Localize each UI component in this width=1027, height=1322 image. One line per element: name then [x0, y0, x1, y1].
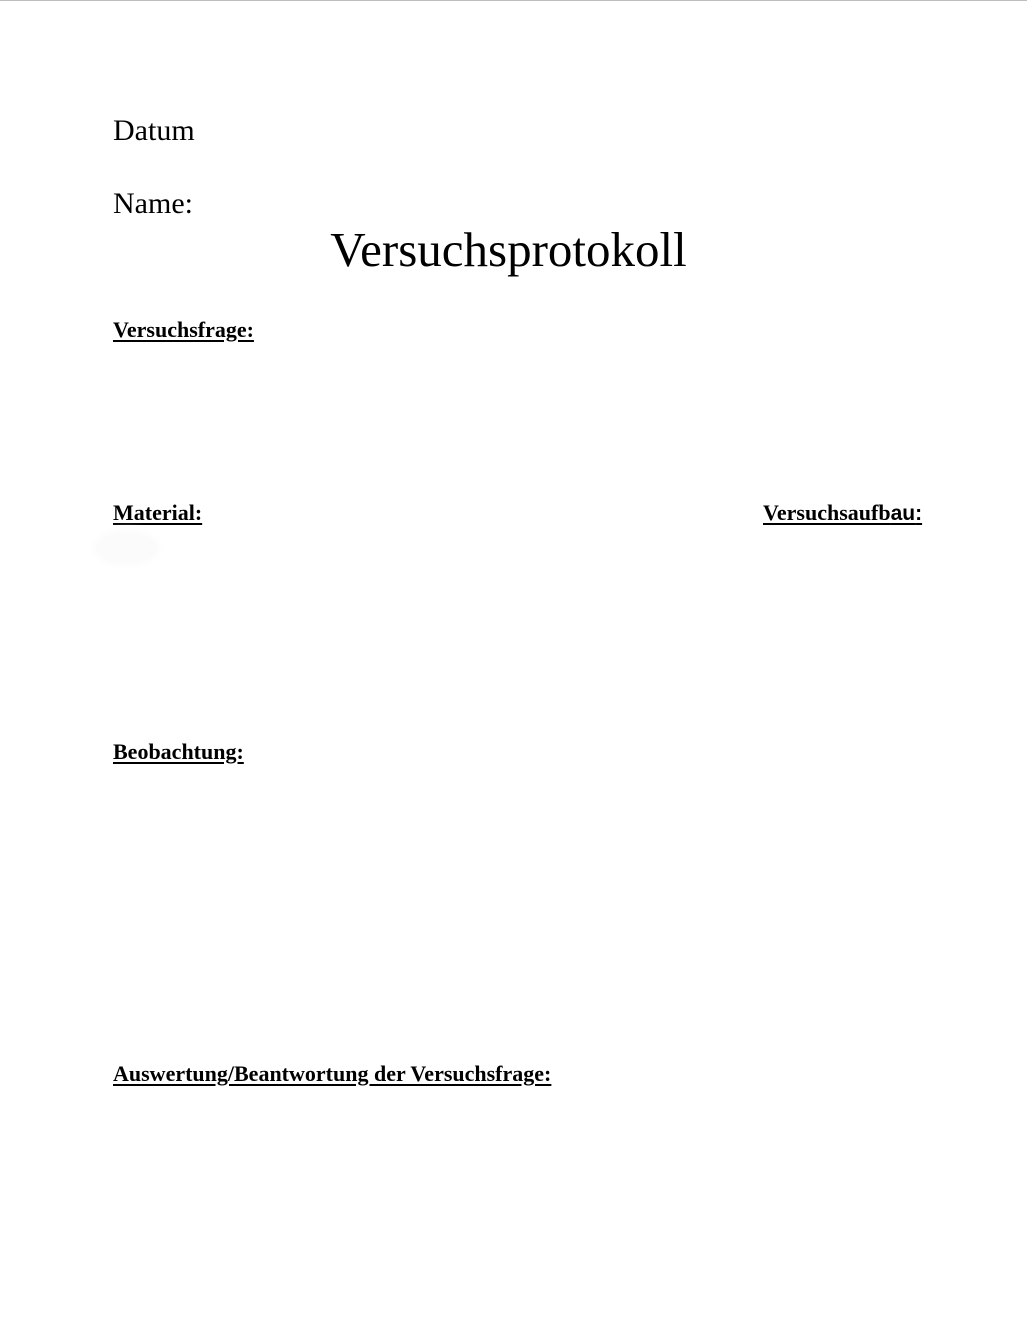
answer-area-auswertung — [113, 1095, 933, 1295]
date-label: Datum — [113, 114, 195, 147]
answer-area-beobachtung — [113, 773, 933, 1053]
answer-area-versuchsfrage — [113, 350, 933, 490]
name-label: Name: — [113, 187, 193, 220]
versuchsaufbau-colon: : — [915, 502, 923, 525]
section-heading-beobachtung: Beobachtung: — [113, 739, 244, 764]
section-heading-versuchsaufbau — [763, 500, 922, 527]
answer-area-material — [113, 534, 713, 729]
section-heading-auswertung: Auswertung/Beantwortung der Versuchsfrage: — [113, 1061, 552, 1086]
section-heading-material: Material: — [113, 500, 203, 525]
answer-area-versuchsaufbau — [763, 534, 943, 729]
versuchsaufbau-serif-text: Versuchsaufb — [763, 500, 891, 525]
versuchsaufbau-sans-text: au — [890, 502, 916, 525]
section-heading-versuchsfrage: Versuchsfrage: — [113, 317, 254, 342]
document-title: Versuchsprotokoll — [330, 222, 687, 277]
